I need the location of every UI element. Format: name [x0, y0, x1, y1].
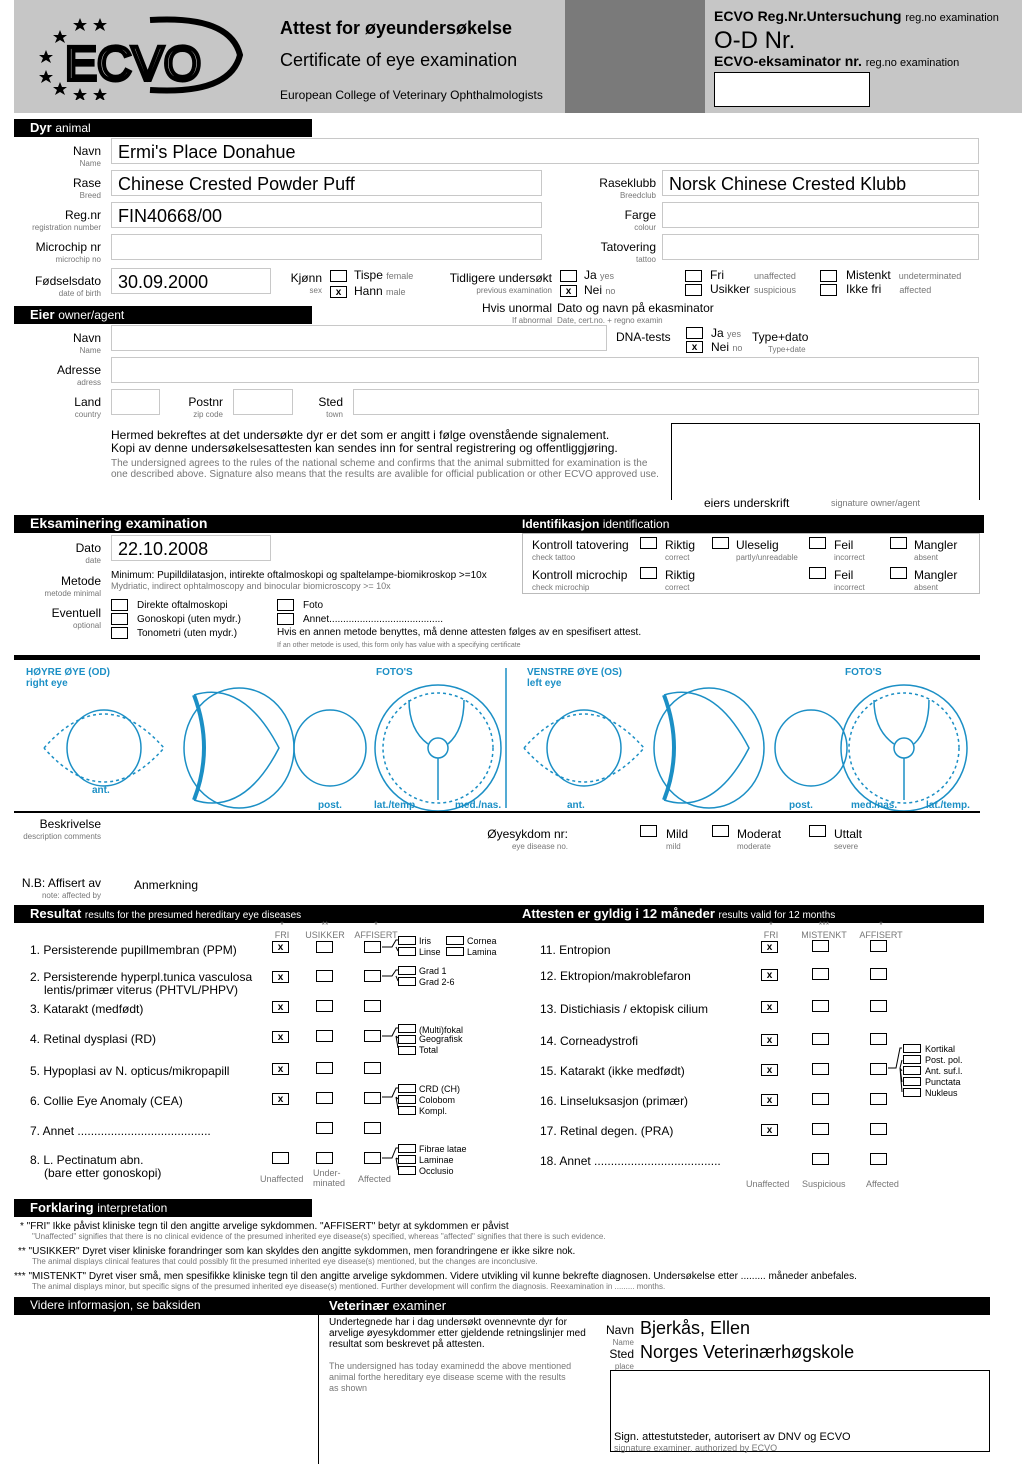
method-text: Minimum: Pupilldilatasjon, intirekte oftalmoskopi og spaltelampe-biomikroskop >=10x Mydriatic, indirect ophtalmoscopy and binocular biomicroscopy >= 10x — [111, 570, 487, 591]
exam-section-bar: Eksaminering examination — [14, 515, 984, 533]
r8-affected-checkbox[interactable] — [364, 1152, 381, 1164]
vet-section-bar: Videre informasjon, se baksiden — [14, 1297, 990, 1315]
country-label: Land country — [74, 395, 101, 419]
sex-label: Kjønn sex — [290, 271, 322, 295]
grad26-checkbox[interactable] — [398, 977, 416, 986]
examiner-label: ECVO-eksaminator nr. reg.no examination — [714, 53, 960, 69]
r4-uncertain-checkbox[interactable] — [316, 1030, 333, 1042]
ident-tattoo-label: Kontroll tatovering check tattoo — [532, 538, 629, 562]
r15-suspected-checkbox[interactable] — [812, 1063, 829, 1075]
lamina-label: Lamina — [467, 947, 497, 957]
svg-text:ECVO: ECVO — [65, 38, 202, 91]
right-ant-label: ant. — [92, 785, 110, 796]
r14-suspected-checkbox[interactable] — [812, 1033, 829, 1045]
college-name: European College of Veterinary Ophthalmologists — [280, 88, 543, 102]
r13-free-checkbox[interactable]: x — [761, 1001, 778, 1013]
r3-affected-checkbox[interactable] — [364, 1000, 381, 1012]
tonometry-label: Tonometri (uten mydr.) — [137, 628, 238, 639]
postpol-checkbox[interactable] — [903, 1055, 921, 1064]
total-label: Total — [419, 1045, 439, 1055]
col-free-header: * FRI — [274, 920, 290, 940]
punctata-label: Punctata — [925, 1077, 961, 1087]
reg-label: ECVO Reg.Nr.Untersuchung reg.no examination — [714, 8, 999, 24]
vet-place-label: Sted place — [609, 1347, 634, 1371]
optional-label: Eventuell optional — [51, 606, 101, 630]
r1-uncertain-checkbox[interactable] — [316, 941, 333, 953]
result-section-bar: Resultat results for the presumed hereditary eye diseases — [14, 905, 984, 923]
r15-free-checkbox[interactable]: x — [761, 1064, 778, 1076]
tattoo-correct-label: Riktig correct — [665, 538, 696, 562]
cortical-checkbox[interactable] — [903, 1044, 921, 1053]
chip-correct-checkbox[interactable] — [640, 567, 657, 579]
crd-checkbox[interactable] — [398, 1084, 416, 1093]
animal-name-field[interactable]: Ermi's Place Donahue — [111, 138, 979, 164]
result-item-14: 14. Corneadystrofi — [540, 1034, 639, 1048]
prev-notfree-checkbox[interactable] — [820, 284, 837, 296]
r2-uncertain-checkbox[interactable] — [316, 970, 333, 982]
zip-field[interactable] — [233, 389, 293, 415]
photo-label: Foto — [303, 600, 324, 611]
female-label: Tispe female — [354, 268, 414, 282]
name-label: Navn Name — [72, 144, 101, 168]
multifocal-checkbox[interactable] — [398, 1024, 416, 1033]
chip-wrong-checkbox[interactable] — [809, 567, 826, 579]
prev-suspected-label: Mistenkt undeterminated — [846, 268, 962, 282]
zip-label: Postnr zip code — [188, 395, 223, 419]
vet-divider — [318, 1315, 319, 1464]
r13-affected-checkbox[interactable] — [870, 1000, 887, 1012]
breed-field[interactable]: Chinese Crested Powder Puff — [111, 170, 542, 196]
complicated-label: Kompl. — [419, 1106, 448, 1116]
r14-free-checkbox[interactable]: x — [761, 1034, 778, 1046]
prev-uncertain-checkbox[interactable] — [685, 284, 702, 296]
vet-place-value: Norges Veterinærhøgskole — [640, 1342, 855, 1362]
r1-free-checkbox[interactable]: x — [272, 941, 289, 953]
ident-chip-label: Kontroll microchip check microchip — [532, 568, 628, 592]
other-method-label: Annet......................................... — [303, 614, 444, 625]
chip-wrong-label: Feil incorrect — [834, 568, 865, 592]
dob-field[interactable]: 30.09.2000 — [111, 268, 271, 294]
col-affected-header: * AFFISERT — [354, 920, 398, 940]
r17-affected-checkbox[interactable] — [870, 1123, 887, 1135]
vet-name-label: Navn Name — [605, 1323, 634, 1347]
owner-section-bar: Eier owner/agent — [14, 306, 312, 324]
r17-suspected-checkbox[interactable] — [812, 1123, 829, 1135]
result-item-11: 11. Entropion — [540, 943, 611, 957]
breed-label: Rase Breed — [72, 176, 101, 200]
r12-free-checkbox[interactable]: x — [761, 969, 778, 981]
lamina-checkbox[interactable] — [446, 947, 464, 956]
animal-section-bar: Dyr animal — [14, 119, 312, 137]
owner-signature-box[interactable] — [671, 423, 980, 500]
left-lattemp-label: lat./temp. — [926, 800, 970, 811]
r12-suspected-checkbox[interactable] — [812, 968, 829, 980]
occlusio-checkbox[interactable] — [398, 1166, 416, 1175]
tattoo-missing-label: Mangler absent — [914, 538, 958, 562]
tattoo-correct-checkbox[interactable] — [640, 537, 657, 549]
r4-affected-checkbox[interactable] — [364, 1030, 381, 1042]
occlusio-label: Occlusio — [419, 1166, 454, 1176]
right-mednas-label: med./nas. — [455, 800, 502, 811]
r17-free-checkbox[interactable]: x — [761, 1124, 778, 1136]
r13-suspected-checkbox[interactable] — [812, 1000, 829, 1012]
moderate-checkbox[interactable] — [712, 825, 729, 837]
result-item-18: 18. Annet ...................................... — [540, 1154, 721, 1168]
result-item-6: 6. Collie Eye Anomaly (CEA) — [30, 1094, 183, 1108]
lens-checkbox[interactable] — [398, 947, 416, 956]
country-field[interactable] — [111, 389, 160, 415]
r7-uncertain-checkbox[interactable] — [316, 1122, 333, 1134]
reg-value: O-D Nr. — [714, 27, 796, 54]
colour-field[interactable] — [662, 202, 979, 228]
regnr-field[interactable]: FIN40668/00 — [111, 202, 542, 228]
r3-uncertain-checkbox[interactable] — [316, 1000, 333, 1012]
breedclub-field[interactable]: Norsk Chinese Crested Klubb — [662, 170, 979, 196]
result-item-16: 16. Linseluksasjon (primær) — [540, 1094, 689, 1108]
dna-no-label: Nei no — [711, 340, 743, 354]
chip-missing-checkbox[interactable] — [890, 567, 907, 579]
result-item-1: 1. Persisterende pupillmembran (PPM) — [30, 943, 237, 957]
r12-affected-checkbox[interactable] — [870, 968, 887, 980]
sex-male-checkbox[interactable]: x — [330, 286, 347, 298]
exam-date-field[interactable]: 22.10.2008 — [111, 535, 271, 561]
r5-free-checkbox[interactable]: x — [272, 1063, 289, 1075]
multifocal-label: (Multi)fokal — [419, 1025, 464, 1035]
tattoo-label: Tatovering tattoo — [600, 240, 656, 264]
interp-line-1: * "FRI" Ikke påvist kliniske tegn til den angitte arvelige sykdommen. "AFFISERT" betyr at sykdommen er påvist "Unaffected" signifies that there is no clinical evidence of the presumed inherited eye disease(s) specified, whereas "affected" signifies that there is such evidence. — [20, 1221, 606, 1241]
foot-undetermined: Under- minated — [313, 1168, 346, 1188]
right-post-label: post. — [318, 800, 342, 811]
result-item-4: 4. Retinal dysplasi (RD) — [30, 1032, 157, 1046]
r11-affected-checkbox[interactable] — [870, 940, 887, 952]
grad1-checkbox[interactable] — [398, 966, 416, 975]
r1-affected-checkbox[interactable] — [364, 941, 381, 953]
r16-suspected-checkbox[interactable] — [812, 1093, 829, 1105]
right-eye-title: HØYRE ØYE (OD) right eye — [26, 667, 110, 689]
crd-label: CRD (CH) — [419, 1084, 460, 1094]
owner-declaration-en: The undersigned agrees to the rules of the national scheme and confirms that the animal submitted for examination is the one described above. Signature also means that the results are avalible for official publication or other ECVO approved use. — [111, 458, 659, 480]
moderate-label: Moderat moderate — [737, 827, 782, 851]
r3-free-checkbox[interactable]: x — [272, 1001, 289, 1013]
nucleus-label: Nukleus — [925, 1088, 958, 1098]
mild-label: Mild mild — [666, 827, 689, 851]
eye-disease-label: Øyesykdom nr: eye disease no. — [487, 827, 568, 851]
dob-label: Fødselsdato date of birth — [34, 274, 101, 298]
owner-name-field[interactable] — [111, 325, 607, 351]
gonioscopy-checkbox[interactable] — [111, 613, 128, 625]
direct-ophth-checkbox[interactable] — [111, 599, 128, 611]
lens-label: Linse — [419, 947, 441, 957]
cornea-checkbox[interactable] — [446, 936, 464, 945]
vet-signature-label: Sign. attestutsteder, autorisert av DNV og ECVO signature examiner, authorized by ECVO — [614, 1431, 851, 1453]
result-item-17: 17. Retinal degen. (PRA) — [540, 1124, 674, 1138]
header-dark-panel — [565, 0, 705, 113]
method-label: Metode metode minimal — [44, 574, 101, 598]
owner-signature-sub: signature owner/agent — [827, 498, 924, 508]
dna-yes-checkbox[interactable] — [686, 327, 703, 339]
foot-affected-right: Affected — [866, 1179, 899, 1189]
dna-yes-label: Ja yes — [711, 326, 742, 340]
col-affected-header-right: * AFFISERT — [859, 920, 903, 940]
geographic-checkbox[interactable] — [398, 1035, 416, 1044]
col-suspected-header: *** MISTENKT — [801, 920, 847, 940]
complicated-checkbox[interactable] — [398, 1106, 416, 1115]
prev-free-label: Fri unaffected — [710, 268, 796, 282]
r7-affected-checkbox[interactable] — [364, 1122, 381, 1134]
r15-affected-checkbox[interactable] — [870, 1063, 887, 1075]
right-photos-label: FOTO'S — [376, 667, 413, 678]
gonioscopy-label: Gonoskopi (uten mydr.) — [137, 614, 241, 625]
male-label: Hann male — [354, 284, 406, 298]
abnormal-text: Dato og navn på ekasminator Date, cert.no. + regno examin — [557, 301, 714, 325]
r16-affected-checkbox[interactable] — [870, 1093, 887, 1105]
r2-free-checkbox[interactable]: x — [272, 971, 289, 983]
description-label: Beskrivelse description comments — [23, 817, 101, 841]
r2-affected-checkbox[interactable] — [364, 970, 381, 982]
town-field[interactable] — [353, 389, 979, 415]
right-lattemp-label: lat./temp. — [374, 800, 418, 811]
tattoo-unread-checkbox[interactable] — [712, 537, 729, 549]
left-mednas-label: med./nas. — [851, 800, 898, 811]
col-uncertain-header: ** USIKKER — [305, 920, 345, 940]
r18-suspected-checkbox[interactable] — [812, 1153, 829, 1165]
grad26-label: Grad 2-6 — [419, 977, 455, 987]
foot-unaffected-right: Unaffected — [746, 1179, 790, 1189]
microchip-field[interactable] — [111, 234, 542, 260]
direct-ophth-label: Direkte oftalmoskopi — [137, 600, 228, 611]
owner-signature-label: eiers underskrift — [700, 497, 793, 510]
coloboma-label: Colobom — [419, 1095, 456, 1105]
fibrae-checkbox[interactable] — [398, 1144, 416, 1153]
owner-name-label: Navn Name — [72, 331, 101, 355]
interp-line-3: *** "MISTENKT" Dyret viser små, men spesifikke kliniske tegn til den angitte arvelige sykdommen. Videre utvikling vil kunne bekrefte diagnosen. Undersøkelse etter ......... måneder anbefales. The animal displays minor, but specific signs of the presumed inherited eye disease(s) mentioned. Further development will confirm the diagnosis. Reexamination in ......... months. — [14, 1271, 857, 1291]
r5-uncertain-checkbox[interactable] — [316, 1062, 333, 1074]
r5-affected-checkbox[interactable] — [364, 1062, 381, 1074]
r6-affected-checkbox[interactable] — [364, 1092, 381, 1104]
coloboma-checkbox[interactable] — [398, 1095, 416, 1104]
fibrae-label: Fibrae latae — [419, 1144, 467, 1154]
prev-uncertain-label: Usikker suspicious — [710, 282, 797, 296]
result-item-8: 8. L. Pectinatum abn. (bare etter gonoskopi) — [30, 1153, 162, 1180]
interp-line-2: ** "USIKKER" Dyret viser kliniske forandringer som kan skyldes den angitte sykdommen, men forandringene er ikke sikre nok. The animal displays clinical features that could possibly fit the presumed inherited eye disease(s) mentioned, but the changes are inconclusive. — [18, 1246, 576, 1266]
vet-declaration-en: The undersigned has today examinedd the above mentioned animal forthe hereditary eye disease sceme with the results as shown — [329, 1361, 572, 1393]
prev-yes-checkbox[interactable] — [560, 270, 577, 282]
examiner-number-field[interactable] — [714, 72, 870, 107]
title-no: Attest for øyeundersøkelse — [280, 18, 513, 38]
punctata-checkbox[interactable] — [903, 1077, 921, 1086]
prev-free-checkbox[interactable] — [685, 270, 702, 282]
r11-free-checkbox[interactable]: x — [761, 941, 778, 953]
iris-checkbox[interactable] — [398, 936, 416, 945]
result-item-15: 15. Katarakt (ikke medfødt) — [540, 1064, 685, 1078]
vet-declaration: Undertegnede har i dag undersøkt ovennevnte dyr for arvelige øyesykdommer etter gjeldende retningslinjer med resultat som beskrevet på attesten. — [329, 1317, 586, 1350]
eye-bottom-rule — [14, 811, 980, 813]
severe-label: Uttalt severe — [834, 827, 863, 851]
r8-free-checkbox[interactable] — [272, 1152, 289, 1164]
dna-type-label: Type+dato Type+date — [752, 330, 809, 354]
tonometry-checkbox[interactable] — [111, 627, 128, 639]
antsuf-label: Ant. suf.l. — [925, 1066, 963, 1076]
logo-stars-icon — [30, 10, 250, 100]
abnormal-label: Hvis unormal If abnormal — [481, 301, 552, 325]
interp-section-bar: Forklaring interpretation — [14, 1199, 312, 1217]
ecvo-logo — [30, 10, 250, 100]
r16-free-checkbox[interactable]: x — [761, 1094, 778, 1106]
valid-title: Attesten er gyldig i 12 måneder results valid for 12 months — [522, 906, 836, 921]
microchip-label: Microchip nr microchip no — [35, 240, 101, 264]
tattoo-wrong-label: Feil incorrect — [834, 538, 865, 562]
total-checkbox[interactable] — [398, 1046, 416, 1055]
other-method-note-sub: If an other metode is used, this form only has value with a specifying certificate — [277, 642, 521, 649]
result-item-13: 13. Distichiasis / ektopisk cilium — [540, 1002, 709, 1016]
dna-no-checkbox[interactable]: x — [686, 341, 703, 353]
sex-female-checkbox[interactable] — [330, 270, 347, 282]
iris-label: Iris — [419, 936, 431, 946]
result-item-5: 5. Hypoplasi av N. opticus/mikropapill — [30, 1064, 230, 1078]
vet-name-value: Bjerkås, Ellen — [640, 1318, 751, 1338]
left-post-label: post. — [789, 800, 813, 811]
grad1-label: Grad 1 — [419, 966, 447, 976]
foot-suspicious: Suspicious — [802, 1179, 846, 1189]
r4-free-checkbox[interactable]: x — [272, 1031, 289, 1043]
result-item-2: 2. Persisterende hyperpl.tunica vasculosa lentis/primær viterus (PHTVL/PHPV) — [30, 970, 253, 997]
dna-label: DNA-tests — [616, 330, 671, 344]
tattoo-missing-checkbox[interactable] — [890, 537, 907, 549]
tattoo-wrong-checkbox[interactable] — [809, 537, 826, 549]
prev-no-checkbox[interactable]: x — [560, 285, 577, 297]
other-method-checkbox[interactable] — [277, 613, 294, 625]
left-ant-label: ant. — [567, 800, 585, 811]
regnr-label: Reg.nr registration number — [32, 208, 101, 232]
r8-uncertain-checkbox[interactable] — [316, 1152, 333, 1164]
eye-diagram-icon — [14, 660, 980, 811]
nb-affected-label: N.B: Affisert av note: affected by — [21, 876, 101, 900]
prev-exam-label: Tidligere undersøkt previous examination — [449, 271, 552, 295]
left-eye-title: VENSTRE ØYE (OS) left eye — [527, 667, 623, 689]
prev-yes-label: Ja yes — [584, 268, 615, 282]
laminae-label: Laminae — [419, 1155, 454, 1165]
chip-correct-label: Riktig correct — [665, 568, 696, 592]
mild-checkbox[interactable] — [640, 825, 657, 837]
colour-label: Farge colour — [624, 208, 656, 232]
vet-title: Veterinær examiner — [329, 1298, 447, 1313]
r6-free-checkbox[interactable]: x — [272, 1093, 289, 1105]
title-en: Certificate of eye examination — [280, 50, 518, 70]
town-label: Sted town — [318, 395, 343, 419]
photo-checkbox[interactable] — [277, 599, 294, 611]
prev-no-label: Nei no — [584, 283, 616, 297]
r6-uncertain-checkbox[interactable] — [316, 1092, 333, 1104]
severe-checkbox[interactable] — [809, 825, 826, 837]
result-item-12: 12. Ektropion/makroblefaron — [540, 969, 691, 983]
prev-notfree-label: Ikke fri affected — [846, 282, 932, 296]
laminae-checkbox[interactable] — [398, 1155, 416, 1164]
cornea-label: Cornea — [467, 936, 497, 946]
exam-date-label: Dato date — [75, 541, 101, 565]
address-field[interactable] — [111, 357, 979, 383]
other-method-note: Hvis en annen metode benyttes, må denne attesten følges av en spesifisert attest. — [277, 627, 642, 638]
address-label: Adresse adress — [56, 363, 101, 387]
col-free-header-right: * FRI — [763, 920, 779, 940]
foot-affected: Affected — [358, 1174, 391, 1184]
eye-diagrams — [14, 660, 980, 811]
r18-affected-checkbox[interactable] — [870, 1153, 887, 1165]
remark-label: Anmerkning — [134, 878, 199, 892]
foot-unaffected: Unaffected — [260, 1174, 304, 1184]
breedclub-label: Raseklubb Breedclub — [599, 176, 656, 200]
prev-suspected-checkbox[interactable] — [820, 270, 837, 282]
ident-section-title: Identifikasjon identification — [522, 517, 670, 531]
chip-missing-label: Mangler absent — [914, 568, 958, 592]
postpol-label: Post. pol. — [925, 1055, 963, 1065]
nucleus-checkbox[interactable] — [903, 1088, 921, 1097]
result-item-3: 3. Katarakt (medfødt) — [30, 1002, 144, 1016]
owner-declaration-no: Hermed bekreftes at det undersøkte dyr er det som er angitt i følge ovenstående signalement. Kopi av denne undersøkelsesattesten kan sendes inn for sentral registrering og offentliggjøring. — [111, 428, 618, 455]
antsuf-checkbox[interactable] — [903, 1066, 921, 1075]
result-item-7: 7. Annet ........................................ — [30, 1124, 211, 1138]
left-photos-label: FOTO'S — [845, 667, 882, 678]
geographic-label: Geografisk — [419, 1034, 463, 1044]
cortical-label: Kortikal — [925, 1044, 956, 1054]
r11-suspected-checkbox[interactable] — [812, 940, 829, 952]
r14-affected-checkbox[interactable] — [870, 1033, 887, 1045]
tattoo-field[interactable] — [662, 234, 979, 260]
tattoo-unread-label: Uleselig partly/unreadable — [736, 538, 798, 562]
